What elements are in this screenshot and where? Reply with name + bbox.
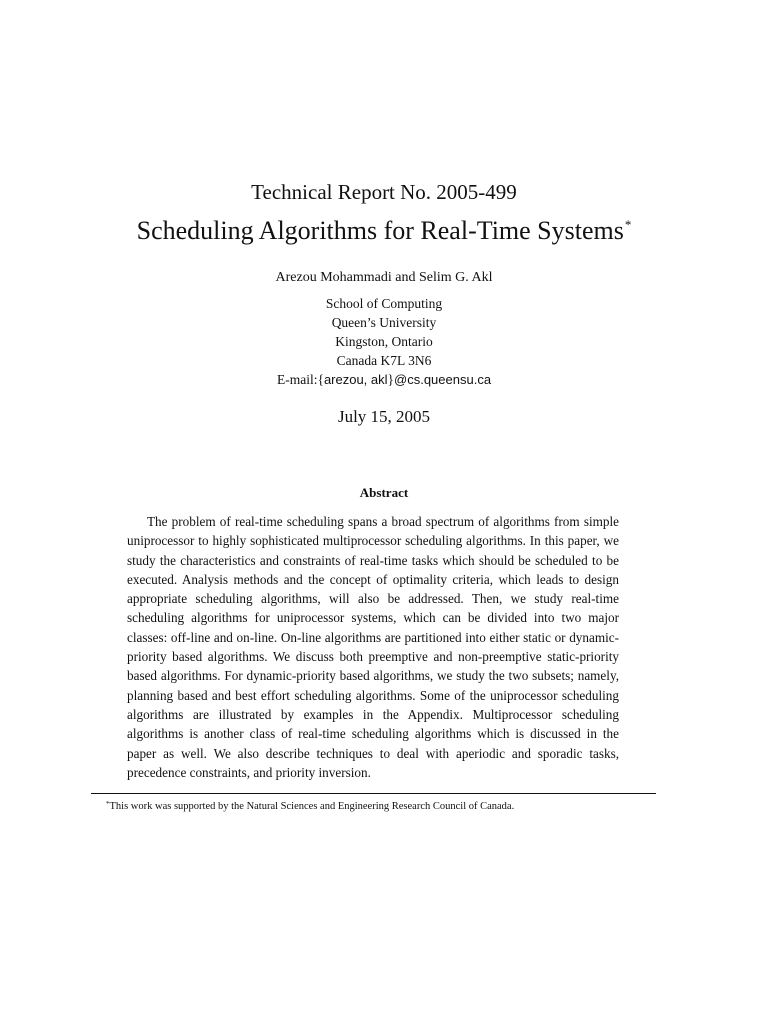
report-number: Technical Report No. 2005-499 [251, 180, 517, 204]
footnote [106, 797, 666, 814]
email-brace-open: { [317, 372, 324, 387]
email-domain: @cs.queensu.ca [394, 372, 492, 387]
publication-date: July 15, 2005 [337, 407, 431, 426]
email-line [0, 370, 768, 389]
paper-title [0, 208, 768, 248]
paper-title-text: Scheduling Algorithms for Real-Time Systems [136, 216, 624, 245]
affiliation-country: Canada K7L 3N6 [336, 353, 432, 368]
affiliation-city: Kingston, Ontario [335, 334, 433, 349]
email-brace-close: } [387, 372, 395, 387]
footnote-divider [91, 793, 656, 794]
email-prefix: E-mail: [276, 372, 318, 387]
affiliation-department: School of Computing [325, 296, 443, 311]
affiliation-university: Queen’s University [331, 315, 437, 330]
email-users: arezou, akl [323, 372, 388, 387]
abstract-body: The problem of real-time scheduling spans a broad spectrum of algorithms from simple uniprocessor to highly sophisticated multiprocessor scheduling algorithms. In this paper, we study the characteristics and constraints of real-time tasks which should be scheduled to be executed. Analysis methods and the concept of optimality criteria, which leads to design appropriate scheduling algorithms, will also be addressed. Then, we study real-time scheduling algorithms for uniprocessor systems, which can be divided into two major classes: off-line and on-line. On-line algorithms are partitioned into either static or dynamic-priority based algorithms. We discuss both preemptive and non-preemptive static-priority based algorithms. For dynamic-priority based algorithms, we study the two subsets; namely, planning based and best effort scheduling algorithms. Some of the uniprocessor scheduling algorithms are illustrated by examples in the Appendix. Multiprocessor scheduling algorithms is another class of real-time scheduling algorithms which is discussed in the paper as well. We also describe techniques to deal with aperiodic and sporadic tasks, precedence constraints, and priority inversion. [127, 514, 619, 780]
title-footnote-marker: * [624, 217, 632, 232]
affiliation-block [0, 294, 768, 389]
abstract-heading: Abstract [359, 485, 409, 500]
footnote-marker: * [106, 800, 110, 808]
authors: Arezou Mohammadi and Selim G. Akl [275, 270, 493, 285]
footnote-text: This work was supported by the Natural Sciences and Engineering Research Council of Canada. [109, 801, 515, 812]
